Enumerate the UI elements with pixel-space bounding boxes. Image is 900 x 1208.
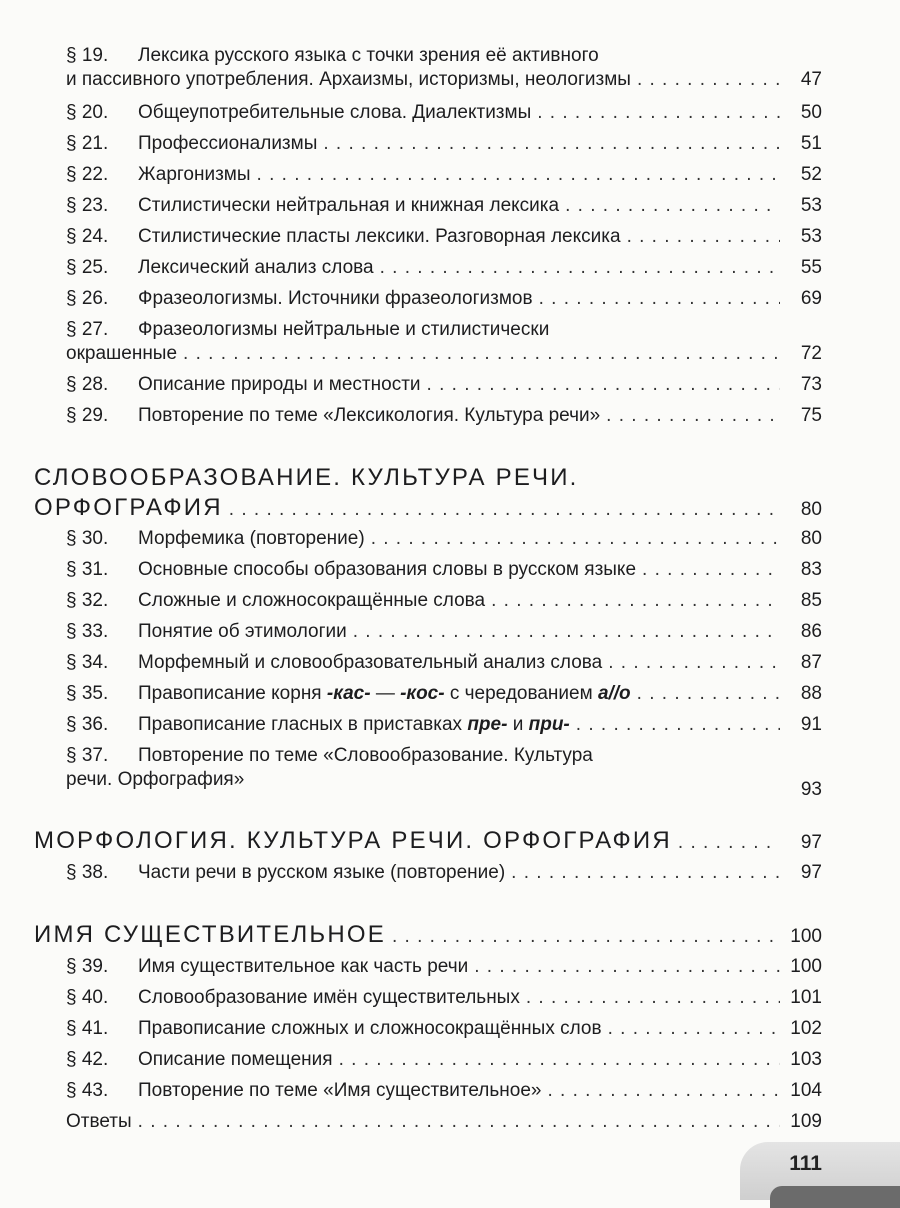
title-text: Правописание корня [138, 683, 327, 704]
toc-entry-24 [66, 225, 822, 249]
toc-entry-22 [66, 163, 822, 187]
entry-number: § 25. [66, 257, 109, 278]
entry-title: Профессионализмы [138, 133, 318, 154]
entry-number: § 33. [66, 621, 109, 642]
section-title: ИМЯ СУЩЕСТВИТЕЛЬНОЕ [34, 921, 386, 948]
entry-page: 103 [790, 1049, 822, 1070]
leader-dots [380, 256, 780, 280]
toc-entry-39 [66, 955, 822, 979]
leader-dots [183, 342, 780, 366]
entry-title: Морфемика (повторение) [138, 528, 365, 549]
toc-entry-23 [66, 194, 822, 218]
entry-title: Сложные и сложносокращённые слова [138, 590, 486, 611]
toc-entry-40 [66, 986, 822, 1010]
toc-entry-31 [66, 558, 822, 582]
entry-page: 50 [800, 102, 822, 123]
entry-page: 93 [800, 779, 822, 800]
entry-page: 53 [800, 195, 822, 216]
toc-entry-28 [66, 373, 822, 397]
leader-dots [608, 651, 780, 675]
morpheme-kos: -кос- [400, 683, 445, 704]
entry-page: 102 [790, 1018, 822, 1039]
toc-entry-answers [66, 1110, 822, 1134]
entry-number: § 43. [66, 1080, 109, 1101]
section-page: 100 [790, 926, 822, 947]
leader-dots [392, 922, 780, 952]
section-heading-noun [34, 920, 822, 952]
entry-number: § 20. [66, 102, 109, 123]
leader-dots [608, 1017, 780, 1041]
toc-entry-21 [66, 132, 822, 156]
entry-number: § 31. [66, 559, 109, 580]
entry-title: Морфемный и словообразовательный анализ слова [138, 652, 603, 673]
entry-title: Жаргонизмы [138, 164, 251, 185]
title-text: Правописание гласных в приставках [138, 714, 468, 735]
toc-entry-20 [66, 101, 822, 125]
entry-title: Лексический анализ слова [138, 257, 374, 278]
entry-title: Повторение по теме «Имя существительное» [138, 1080, 542, 1101]
toc-entry-33 [66, 620, 822, 644]
entry-title: Ответы [66, 1111, 132, 1132]
page-number: 111 [789, 1152, 822, 1175]
entry-page: 86 [800, 621, 822, 642]
entry-number: § 34. [66, 652, 109, 673]
toc-entry-30 [66, 527, 822, 551]
leader-dots [537, 101, 780, 125]
entry-page: 80 [800, 528, 822, 549]
entry-number: § 36. [66, 714, 109, 735]
toc-entry-35 [66, 682, 822, 706]
entry-page: 85 [800, 590, 822, 611]
entry-page: 88 [800, 683, 822, 704]
entry-title: Описание природы и местности [138, 374, 421, 395]
section-title: МОРФОЛОГИЯ. КУЛЬТУРА РЕЧИ. ОРФОГРАФИЯ [34, 827, 672, 854]
entry-title: Стилистически нейтральная и книжная лексика [138, 195, 560, 216]
entry-page: 75 [800, 405, 822, 426]
leader-dots [229, 495, 780, 525]
toc-entry-42 [66, 1048, 822, 1072]
entry-number: § 24. [66, 226, 109, 247]
entry-title-line1: Лексика русского языка с точки зрения её активного [138, 45, 599, 66]
leader-dots [627, 225, 780, 249]
entry-title: Понятие об этимологии [138, 621, 347, 642]
toc-entry-38 [66, 861, 822, 885]
leader-dots [606, 404, 780, 428]
section-page: 80 [800, 499, 822, 520]
leader-dots [138, 1110, 780, 1134]
leader-dots [526, 986, 780, 1010]
entry-page: 109 [790, 1111, 822, 1132]
leader-dots [474, 955, 780, 979]
title-text-2: с чередованием [444, 683, 598, 704]
entry-number: § 42. [66, 1049, 109, 1070]
entry-number: § 29. [66, 405, 109, 426]
leader-dots [511, 861, 780, 885]
entry-page: 51 [800, 133, 822, 154]
vowel-alternation: а//о [597, 683, 631, 704]
toc-entry-25 [66, 256, 822, 280]
title-conj: и [507, 714, 529, 735]
entry-page: 91 [800, 714, 822, 735]
entry-page: 47 [800, 69, 822, 90]
toc-entry-26 [66, 287, 822, 311]
entry-title [138, 713, 570, 737]
entry-number: § 19. [66, 45, 109, 66]
leader-dots [371, 527, 780, 551]
title-dash: — [370, 683, 401, 704]
section-title-line2: ОРФОГРАФИЯ [34, 494, 223, 521]
prefix-pri: при- [528, 714, 570, 735]
entry-number: § 35. [66, 683, 109, 704]
entry-title-line2: и пассивного употребления. Архаизмы, историзмы, неологизмы [66, 69, 631, 90]
leader-dots [323, 132, 780, 156]
entry-page: 100 [790, 956, 822, 977]
entry-page: 73 [800, 374, 822, 395]
entry-title: Правописание сложных и сложносокращённых слов [138, 1018, 602, 1039]
toc-entry-27 [66, 318, 822, 366]
entry-number: § 21. [66, 133, 109, 154]
toc-entry-34 [66, 651, 822, 675]
entry-number: § 37. [66, 745, 109, 766]
section-title-line1: СЛОВООБРАЗОВАНИЕ. КУЛЬТУРА РЕЧИ. [34, 464, 579, 491]
entry-title: Словообразование имён существительных [138, 987, 520, 1008]
entry-page: 55 [800, 257, 822, 278]
page-tab-shadow [770, 1186, 900, 1208]
entry-page: 72 [800, 343, 822, 364]
entry-title-line1: Повторение по теме «Словообразование. Культура [138, 745, 593, 766]
leader-dots [637, 682, 780, 706]
entry-number: § 27. [66, 319, 109, 340]
entry-number: § 38. [66, 862, 109, 883]
entry-page: 52 [800, 164, 822, 185]
entry-page: 53 [800, 226, 822, 247]
entry-title: Имя существительное как часть речи [138, 956, 469, 977]
entry-title [138, 682, 631, 706]
leader-dots [565, 194, 780, 218]
toc-entry-37 [66, 744, 822, 800]
prefix-pre: пре- [467, 714, 508, 735]
entry-number: § 28. [66, 374, 109, 395]
entry-title: Повторение по теме «Лексикология. Культура речи» [138, 405, 601, 426]
leader-dots [548, 1079, 781, 1103]
toc-entry-19 [66, 44, 822, 92]
leader-dots [339, 1048, 780, 1072]
entry-number: § 32. [66, 590, 109, 611]
entry-title: Общеупотребительные слова. Диалектизмы [138, 102, 532, 123]
entry-page: 104 [790, 1080, 822, 1101]
morpheme-kas: -кас- [326, 683, 371, 704]
entry-number: § 23. [66, 195, 109, 216]
entry-page: 69 [800, 288, 822, 309]
leader-dots [539, 287, 780, 311]
entry-number: § 39. [66, 956, 109, 977]
section-page: 97 [800, 832, 822, 853]
entry-title: Стилистические пласты лексики. Разговорная лексика [138, 226, 621, 247]
entry-number: § 26. [66, 288, 109, 309]
entry-title: Описание помещения [138, 1049, 333, 1070]
leader-dots [427, 373, 780, 397]
entry-title: Части речи в русском языке (повторение) [138, 862, 506, 883]
entry-number: § 30. [66, 528, 109, 549]
entry-page: 83 [800, 559, 822, 580]
leader-dots [257, 163, 780, 187]
leader-dots [637, 68, 780, 92]
leader-dots [678, 828, 780, 858]
entry-title-line2: окрашенные [66, 343, 178, 364]
toc-entry-32 [66, 589, 822, 613]
entry-title-line1: Фразеологизмы нейтральные и стилистически [138, 319, 550, 340]
entry-page: 87 [800, 652, 822, 673]
entry-title: Основные способы образования словы в русском языке [138, 559, 637, 580]
entry-title: Фразеологизмы. Источники фразеологизмов [138, 288, 533, 309]
section-heading-morphology [34, 826, 822, 858]
entry-page: 101 [790, 987, 822, 1008]
toc-entry-41 [66, 1017, 822, 1041]
toc-entry-36 [66, 713, 822, 737]
leader-dots [642, 558, 780, 582]
entry-number: § 41. [66, 1018, 109, 1039]
toc-entry-29 [66, 404, 822, 428]
entry-page: 97 [800, 862, 822, 883]
toc-entry-43 [66, 1079, 822, 1103]
leader-dots [491, 589, 780, 613]
entry-number: § 22. [66, 164, 109, 185]
section-heading-word-formation [34, 463, 822, 525]
entry-title-line2: речи. Орфография» [66, 769, 245, 790]
leader-dots [353, 620, 780, 644]
entry-number: § 40. [66, 987, 109, 1008]
leader-dots [576, 713, 780, 737]
